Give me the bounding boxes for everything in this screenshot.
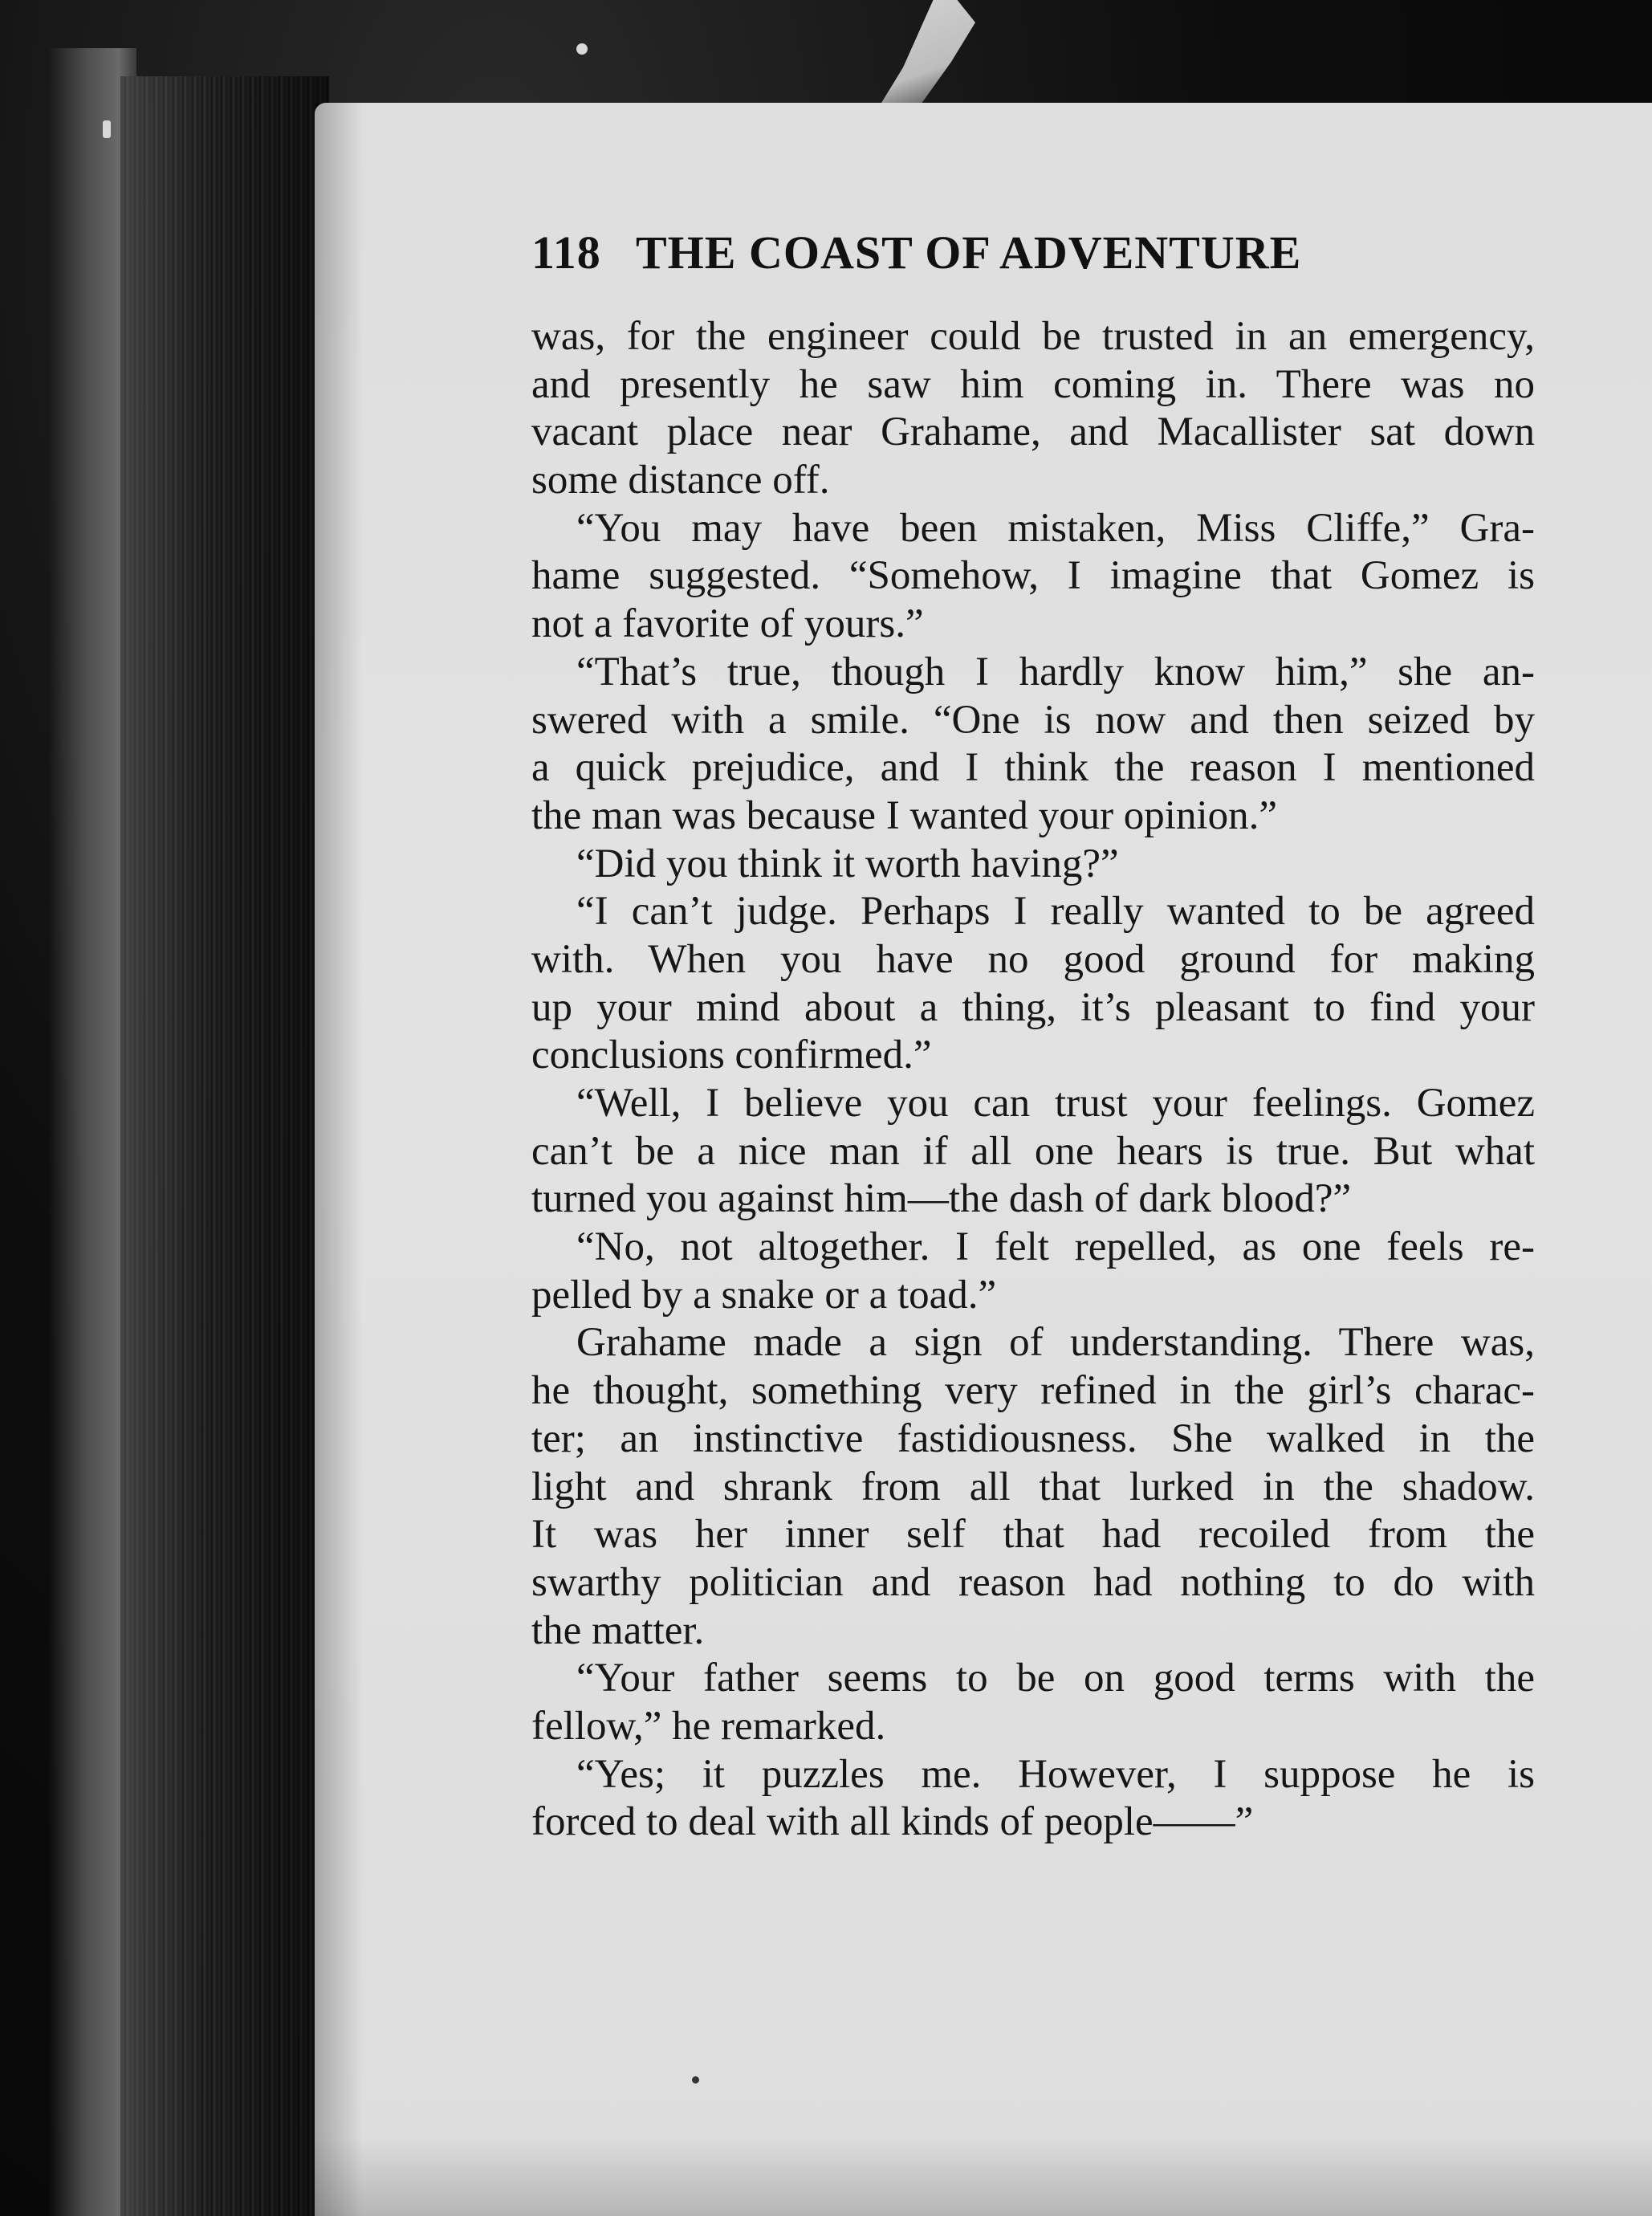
text-line: ter; an instinctive fastidiousness. She walked in the bbox=[531, 1416, 1535, 1461]
text-line: a quick prejudice, and I think the reason I mentioned bbox=[531, 745, 1535, 791]
text-line: and presently he saw him coming in. There was no bbox=[531, 361, 1535, 407]
text-line: vacant place near Grahame, and Macallister sat down bbox=[531, 409, 1535, 455]
page-bottom-shadow bbox=[315, 2136, 1652, 2216]
page-number: 118 bbox=[531, 226, 601, 279]
text-line: “You may have been mistaken, Miss Cliffe,” Gra- bbox=[576, 505, 1535, 551]
book-edge-shade bbox=[120, 76, 329, 2216]
text-line: the matter. bbox=[531, 1607, 705, 1653]
print-speck bbox=[692, 2076, 699, 2084]
text-line: “Did you think it worth having?” bbox=[576, 841, 1119, 886]
text-line: some distance off. bbox=[531, 458, 830, 503]
running-title: THE COAST OF ADVENTURE bbox=[636, 226, 1302, 279]
text-line: turned you against him—the dash of dark blood?” bbox=[531, 1176, 1352, 1222]
text-line: with. When you have no good ground for making bbox=[531, 936, 1535, 982]
text-line: light and shrank from all that lurked in the shadow. bbox=[531, 1464, 1535, 1509]
text-line: “That’s true, though I hardly know him,” she an- bbox=[576, 649, 1535, 695]
text-line: up your mind about a thing, it’s pleasant to find your bbox=[531, 984, 1535, 1030]
text-line: pelled by a snake or a toad.” bbox=[531, 1272, 997, 1318]
running-header bbox=[531, 225, 1390, 281]
text-line: conclusions confirmed.” bbox=[531, 1033, 932, 1078]
text-line: It was her inner self that had recoiled from the bbox=[531, 1512, 1535, 1558]
page-gutter-shadow bbox=[315, 103, 363, 2216]
text-line: “Well, I believe you can trust your feelings. Gomez bbox=[576, 1081, 1535, 1126]
dust-speck bbox=[576, 43, 588, 55]
dust-speck bbox=[103, 120, 111, 138]
text-line: the man was because I wanted your opinion.” bbox=[531, 792, 1278, 838]
text-line: fellow,” he remarked. bbox=[531, 1703, 886, 1749]
text-line: “Yes; it puzzles me. However, I suppose he is bbox=[576, 1751, 1535, 1797]
text-line: swarthy politician and reason had nothing to do with bbox=[531, 1559, 1535, 1605]
text-line: hame suggested. “Somehow, I imagine that Gomez is bbox=[531, 553, 1535, 599]
text-line: “No, not altogether. I felt repelled, as one feels re- bbox=[576, 1224, 1535, 1270]
text-line: Grahame made a sign of understanding. There was, bbox=[576, 1320, 1535, 1366]
text-line: “I can’t judge. Perhaps I really wanted to be agreed bbox=[576, 889, 1535, 935]
text-line: “Your father seems to be on good terms with the bbox=[576, 1656, 1535, 1701]
text-line: can’t be a nice man if all one hears is true. But what bbox=[531, 1128, 1535, 1174]
text-line: he thought, something very refined in the girl’s charac- bbox=[531, 1368, 1535, 1414]
text-line: swered with a smile. “One is now and then seized by bbox=[531, 697, 1535, 743]
text-line: forced to deal with all kinds of people——” bbox=[531, 1799, 1254, 1845]
body-text bbox=[531, 313, 1535, 1847]
text-line: was, for the engineer could be trusted in an emergency, bbox=[531, 314, 1535, 359]
text-line: not a favorite of yours.” bbox=[531, 601, 924, 647]
